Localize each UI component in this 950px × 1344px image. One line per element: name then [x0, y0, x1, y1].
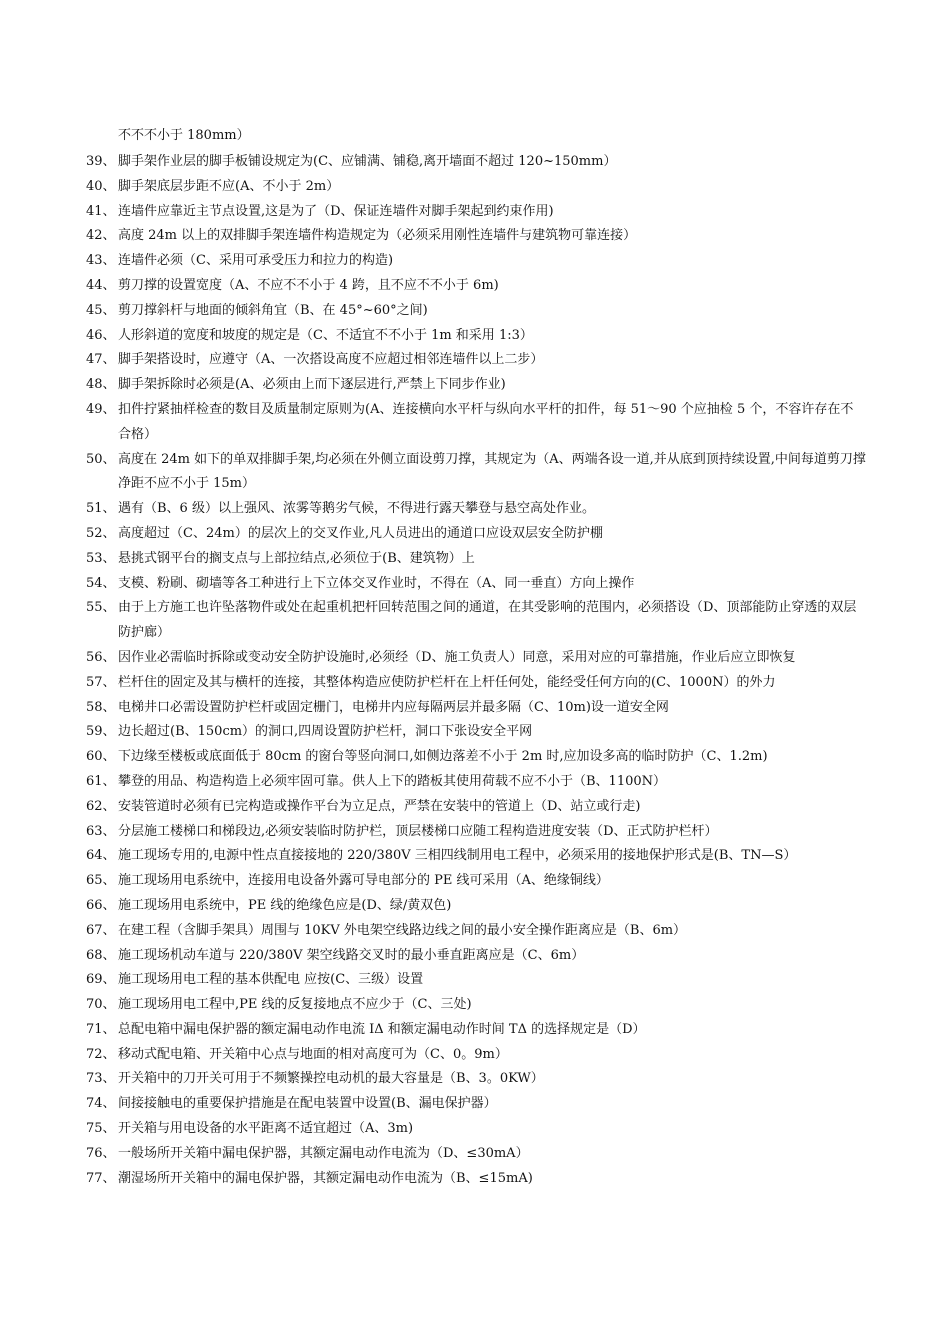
item-text: 施工现场用电系统中，连接用电设备外露可导电部分的 PE 线可采用（A、绝缘铜线）: [118, 873, 609, 889]
item-text: 脚手架作业层的脚手板铺设规定为(C、应铺满、铺稳,离开墙面不超过 120~150mm）: [118, 154, 617, 169]
item-text: 下边缘至楼板或底面低于 80cm 的窗台等竖向洞口,如侧边落差不小于 2m 时,应加设多高的临时防护（C、1.2m): [118, 749, 768, 765]
list-item: [0, 894, 950, 919]
list-item: [0, 373, 950, 398]
list-item: [0, 1142, 950, 1167]
item-number: 40、: [86, 178, 116, 194]
item-number: 46、: [86, 327, 116, 343]
item-number: 60、: [86, 749, 116, 765]
item-number: 48、: [86, 377, 116, 393]
item-text: 施工现场用电工程中,PE 线的反复接地点不应少于（C、三处): [118, 997, 472, 1013]
item-number: 56、: [86, 649, 116, 665]
item-text: 脚手架底层步距不应(A、不小于 2m）: [118, 178, 340, 194]
item-text: 间接接触电的重要保护措施是在配电装置中设置(B、漏电保护器）: [118, 1096, 497, 1112]
list-item: [0, 745, 950, 770]
item-text: 施工现场用电系统中，PE 线的绝缘色应是(D、绿/黄双色): [118, 897, 452, 913]
item-text: 移动式配电箱、开关箱中心点与地面的相对高度可为（C、0。9m）: [118, 1046, 508, 1062]
item-text: 攀登的用品、构造构造上必须牢固可靠。供人上下的踏板其使用荷载不应不小于（B、1100N）: [118, 773, 667, 789]
list-item: [0, 820, 950, 845]
item-text: 高度超过（C、24m）的层次上的交叉作业,凡人员进出的通道口应设双层安全防护棚: [118, 525, 603, 541]
list-item: [0, 150, 950, 175]
list-item: [0, 572, 950, 597]
list-item: [0, 720, 950, 745]
item-text: 施工现场机动车道与 220/380V 架空线路交叉时的最小垂直距离应是（C、6m）: [118, 947, 585, 963]
item-number: 51、: [86, 501, 116, 517]
item-text: 扣件拧紧抽样检查的数目及质量制定原则为(A、连接横向水平杆与纵向水平杆的扣件，每 51～90 个应抽检 5 个，不容许存在不合格）: [118, 401, 854, 442]
item-number: 41、: [86, 203, 116, 219]
list-item: [0, 448, 950, 498]
item-number: 69、: [86, 972, 116, 988]
item-number: 53、: [86, 550, 116, 566]
item-number: 52、: [86, 525, 116, 541]
item-text: 脚手架搭设时，应遵守（A、一次搭设高度不应超过相邻连墙件以上二步）: [118, 352, 544, 368]
list-item: [0, 993, 950, 1018]
item-number: 55、: [86, 600, 116, 616]
list-item: [0, 646, 950, 671]
item-text: 栏杆住的固定及其与横杆的连接，其整体构造应使防护栏杆在上杆任何处，能经受任何方向的(C、1000N）的外力: [118, 674, 776, 690]
item-number: 70、: [86, 997, 116, 1013]
list-item: [0, 919, 950, 944]
list-item: [0, 770, 950, 795]
item-number: 45、: [86, 302, 116, 318]
item-number: 73、: [86, 1071, 116, 1087]
item-text: 脚手架拆除时必须是(A、必须由上而下逐层进行,严禁上下同步作业): [118, 377, 506, 393]
list-item: [0, 497, 950, 522]
item-text: 由于上方施工也许坠落物件或处在起重机把杆回转范围之间的通道，在其受影响的范围内，必须搭设（D、顶部能防止穿透的双层防护廊）: [118, 600, 857, 641]
item-text: 总配电箱中漏电保护器的额定漏电动作电流 IΔ 和额定漏电动作时间 TΔ 的选择规定是（D）: [118, 1021, 646, 1037]
list-item: [0, 944, 950, 969]
list-item: [0, 596, 950, 646]
item-number: 63、: [86, 823, 116, 839]
item-text: 电梯井口必需设置防护栏杆或固定栅门，电梯井内应每隔两层并最多隔（C、10m)设一道安全网: [118, 699, 669, 715]
item-number: 67、: [86, 922, 116, 938]
item-number: 77、: [86, 1170, 116, 1186]
item-number: 58、: [86, 699, 116, 715]
list-item: [0, 1117, 950, 1142]
item-text: 施工现场用电工程的基本供配电 应按(C、三级）设置: [118, 972, 424, 988]
item-number: 71、: [86, 1021, 116, 1037]
item-number: 43、: [86, 253, 116, 269]
list-item: [0, 671, 950, 696]
list-item: [0, 1167, 950, 1192]
list-item: [0, 1092, 950, 1117]
item-number: 47、: [86, 352, 116, 368]
list-item: [0, 175, 950, 200]
item-number: 72、: [86, 1046, 116, 1062]
list-item: [0, 547, 950, 572]
item-text: 潮湿场所开关箱中的漏电保护器，其额定漏电动作电流为（B、≤15mA): [118, 1170, 533, 1186]
item-number: 74、: [86, 1096, 116, 1112]
item-text: 支模、粉刷、砌墙等各工种进行上下立体交叉作业时，不得在（A、同一垂直）方向上操作: [118, 575, 635, 591]
item-number: 49、: [86, 401, 116, 417]
list-item: [0, 1043, 950, 1068]
item-text: 安装管道时必须有已完构造或操作平台为立足点，严禁在安装中的管道上（D、站立或行走): [118, 798, 641, 814]
item-number: 59、: [86, 724, 116, 740]
continuation-line: 不不不小于 180mm）: [118, 128, 250, 143]
item-text: 分层施工楼梯口和梯段边,必须安装临时防护栏，顶层楼梯口应随工程构造进度安装（D、正式防护栏杆）: [118, 823, 718, 839]
item-text: 在建工程（含脚手架具）周围与 10KV 外电架空线路边线之间的最小安全操作距离应是（B、6m）: [118, 922, 687, 938]
list-item: [0, 249, 950, 274]
item-text: 开关箱中的刀开关可用于不频繁操控电动机的最大容量是（B、3。0KW）: [118, 1071, 544, 1087]
list-item: [0, 1018, 950, 1043]
item-text: 高度 24m 以上的双排脚手架连墙件构造规定为（必须采用刚性连墙件与建筑物可靠连接）: [118, 228, 637, 244]
item-text: 开关箱与用电设备的水平距离不适宜超过（A、3m): [118, 1121, 414, 1137]
list-item: [0, 324, 950, 349]
list-item: [0, 869, 950, 894]
item-number: 42、: [86, 228, 116, 244]
item-number: 76、: [86, 1145, 116, 1161]
item-text: 遇有（B、6 级）以上强风、浓雾等鹅劣气候，不得进行露天攀登与悬空高处作业。: [118, 501, 595, 517]
item-number: 66、: [86, 897, 116, 913]
item-text: 高度在 24m 如下的单双排脚手架,均必须在外侧立面设剪刀撑，其规定为（A、两端各设一道,并从底到顶持续设置,中间每道剪刀撑净距不应不小于 15m）: [118, 451, 866, 492]
list-item: [0, 200, 950, 225]
item-text: 因作业必需临时拆除或变动安全防护设施时,必须经（D、施工负责人）同意，采用对应的可靠措施，作业后应立即恢复: [118, 649, 796, 665]
item-number: 65、: [86, 873, 116, 889]
item-text: 连墙件应靠近主节点设置,这是为了（D、保证连墙件对脚手架起到约束作用): [118, 203, 554, 219]
item-text: 悬挑式钢平台的搁支点与上部拉结点,必须位于(B、建筑物）上: [118, 550, 475, 566]
list-item: [0, 224, 950, 249]
question-list: [0, 150, 950, 1191]
item-text: 边长超过(B、150cm）的洞口,四周设置防护栏杆，洞口下张设安全平网: [118, 724, 533, 740]
item-number: 57、: [86, 674, 116, 690]
item-text: 施工现场专用的,电源中性点直接接地的 220/380V 三相四线制用电工程中，必须采用的接地保护形式是(B、TN—S）: [118, 848, 797, 864]
list-item: [0, 398, 950, 448]
list-item: [0, 795, 950, 820]
list-item: [0, 1067, 950, 1092]
item-number: 50、: [86, 451, 116, 467]
list-item: [0, 348, 950, 373]
list-item: [0, 274, 950, 299]
item-number: 54、: [86, 575, 116, 591]
item-number: 61、: [86, 773, 116, 789]
item-text: 剪刀撑斜杆与地面的倾斜角宜（B、在 45°~60°之间): [118, 302, 428, 318]
list-item: [0, 968, 950, 993]
item-text: 连墙件必须（C、采用可承受压力和拉力的构造): [118, 253, 394, 269]
item-number: 75、: [86, 1121, 116, 1137]
list-item: [0, 522, 950, 547]
item-number: 62、: [86, 798, 116, 814]
item-text: 一般场所开关箱中漏电保护器，其额定漏电动作电流为（D、≤30mA）: [118, 1145, 529, 1161]
item-text: 人形斜道的宽度和坡度的规定是（C、不适宜不不小于 1m 和采用 1:3）: [118, 327, 533, 343]
item-number: 68、: [86, 947, 116, 963]
item-text: 剪刀撑的设置宽度（A、不应不不小于 4 跨，且不应不不小于 6m): [118, 277, 499, 293]
item-number: 44、: [86, 277, 116, 293]
list-item: [0, 844, 950, 869]
list-item: [0, 299, 950, 324]
item-number: 39、: [86, 154, 116, 169]
list-item: [0, 696, 950, 721]
item-number: 64、: [86, 848, 116, 864]
